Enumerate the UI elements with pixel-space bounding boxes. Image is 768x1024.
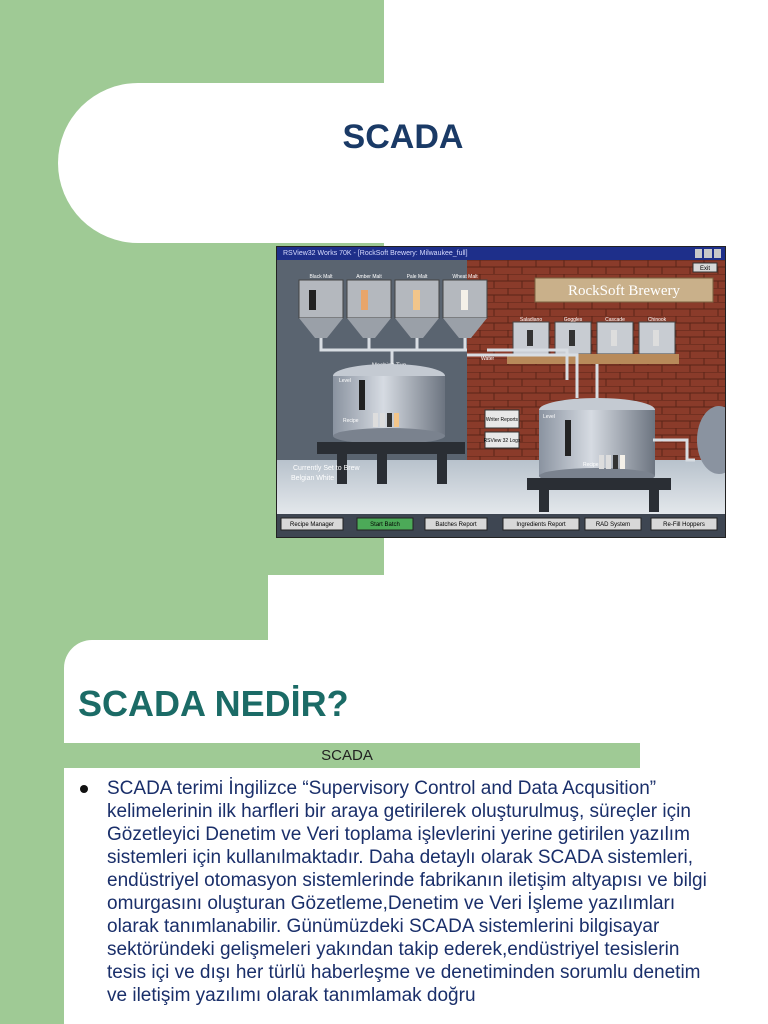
recipe-manager-button[interactable]: Recipe Manager (289, 522, 335, 528)
hopper-label: Goggles (563, 317, 583, 323)
brewery-diagram (277, 260, 725, 537)
slide2-title: SCADA NEDİR? (78, 683, 349, 724)
brewery-banner: RockSoft Brewery (567, 283, 681, 299)
refill-hoppers-button[interactable]: Re-Fill Hoppers (663, 522, 705, 528)
level-label: Level (543, 414, 555, 420)
bullet-icon (80, 785, 88, 793)
window-controls (695, 249, 721, 258)
ingredients-report-button[interactable]: Ingredients Report (516, 522, 566, 528)
batches-report-button[interactable]: Batches Report (435, 522, 477, 528)
rad-system-button[interactable]: RAD System (595, 522, 631, 528)
hopper-label: Cascade (605, 317, 625, 323)
recipe-label: Recipe (343, 418, 359, 424)
minimize-icon (695, 249, 702, 258)
hopper-label: Saladiano (519, 317, 543, 323)
exit-button[interactable]: Exit (699, 266, 711, 272)
window-titlebar: RSView32 Works 70K - [RockSoft Brewery: Milwaukee_full] (277, 247, 726, 260)
bullet-text: SCADA terimi İngilizce “Supervisory Control and Data Acqusition” kelimelerinin ilk harfleri bir araya getirilerek oluşturulmuş, süreçler için Gözetleyici Denetim ve Veri toplama işlevlerini yerine getirilen yazılım sistemleri için kullanılmaktadır. Daha detaylı olarak SCADA sistemleri, endüstriyel otomasyon sistemlerinde fabrikanın iletişim altyapısı ve bilgi omurgasını oluşturan Gözetleme,Denetim ve Veri İşleme yazılımları olarak tanımlanabilir. Günümüzdeki SCADA sistemlerini bilgisayar sektöründeki gelişmeleri yakından takip ederek,endüstriyel tesislerin tesis içi ve dışı her türlü haberleşme ve denetiminden sorumlu denetim ve iletişim yazılımı olarak tanımlamak doğru (107, 778, 707, 1006)
writer-label: Writer Reports (485, 417, 519, 423)
slide1-title: SCADA (342, 118, 464, 156)
start-batch-button[interactable]: Start Batch (370, 522, 400, 528)
water-label: Water (481, 356, 495, 362)
rsview-label: RSView 32 Logs (483, 438, 521, 444)
current-recipe-line2: Belgian White (291, 475, 335, 482)
current-recipe-line1: Currently Set to Brew (293, 465, 360, 472)
recipe-label: Recipe (583, 462, 599, 468)
title-banner (58, 83, 768, 243)
silo-label: Wheat Malt (452, 274, 478, 280)
silo-label: Black Malt (309, 274, 333, 280)
subtitle-band (64, 743, 640, 768)
silo-label: Amber Malt (356, 274, 382, 280)
subtitle-label: SCADA (321, 747, 373, 764)
level-label: Level (339, 378, 351, 384)
silo-label: Pale Malt (406, 274, 428, 280)
close-icon (714, 249, 721, 258)
maximize-icon (704, 249, 711, 258)
hopper-label: Chinook (647, 317, 667, 323)
scada-screenshot (276, 246, 726, 538)
